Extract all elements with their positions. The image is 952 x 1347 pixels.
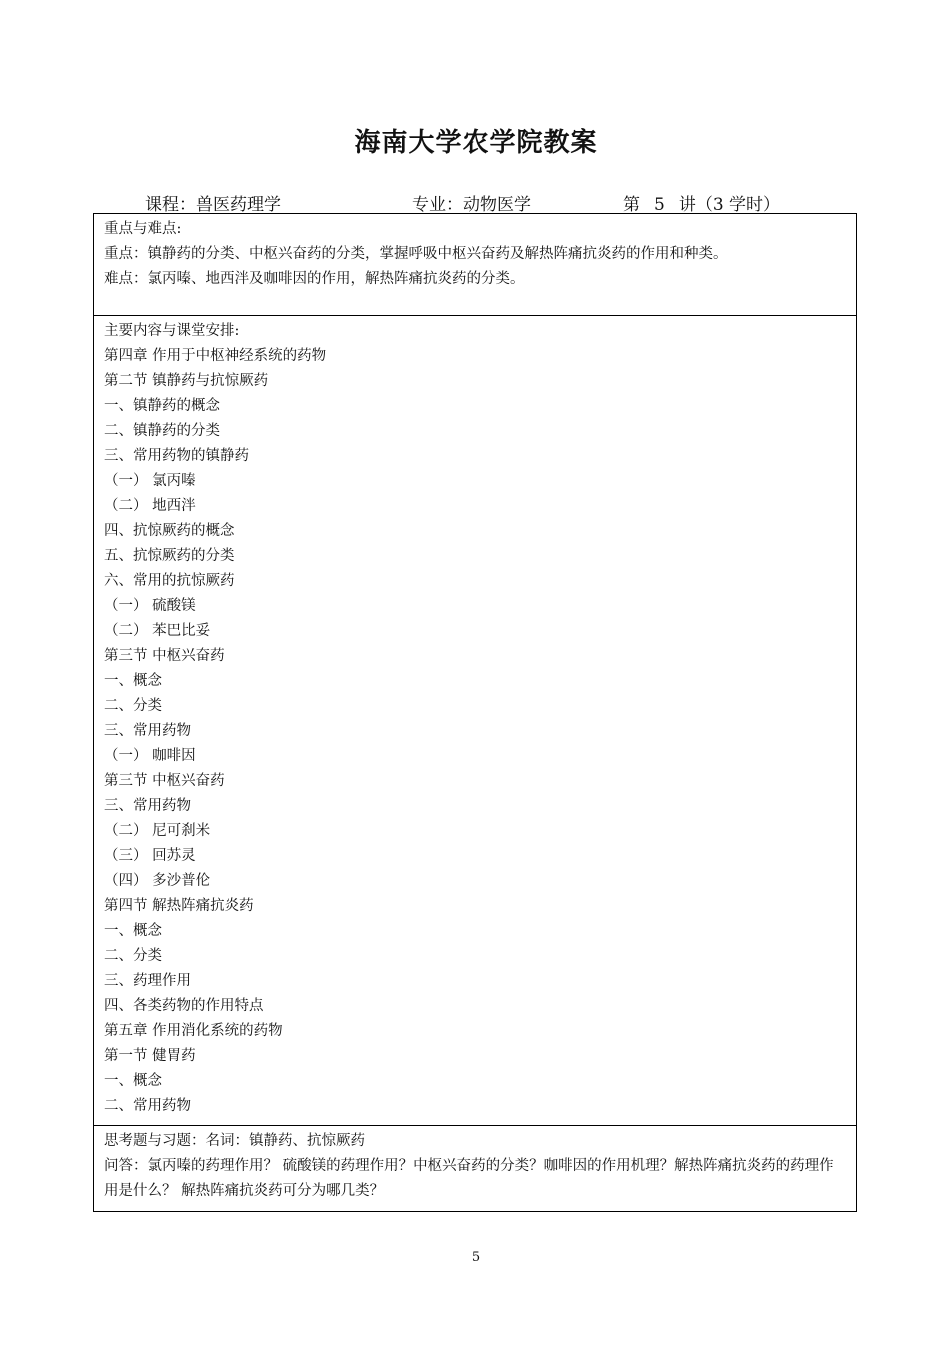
content-line: 二、常用药物 (104, 1098, 191, 1114)
content-line: 一、镇静药的概念 (104, 398, 220, 414)
course-label: 课程：兽医药理学 (145, 195, 281, 215)
content-line: 第三节 中枢兴奋药 (104, 648, 225, 664)
content-line: 五、抗惊厥药的分类 (104, 548, 235, 564)
key-points: 重点：镇静药的分类、中枢兴奋药的分类，掌握呼吸中枢兴奋药及解热阵痛抗炎药的作用和种类。 (104, 246, 728, 262)
content-line: 四、各类药物的作用特点 (104, 998, 264, 1014)
lecture-suffix: 讲（3 学时） (678, 195, 781, 215)
content-line: 三、常用药物 (104, 723, 191, 739)
lecture-label (623, 190, 780, 215)
content-line: （二） 苯巴比妥 (104, 623, 211, 639)
content-line: 二、分类 (104, 948, 162, 964)
content-line: 一、概念 (104, 1073, 162, 1089)
content-line: （一） 硫酸镁 (104, 598, 196, 614)
content-heading: 主要内容与课堂安排: (104, 323, 240, 339)
lecture-prefix: 第 (623, 195, 640, 215)
content-line: （一） 氯丙嗪 (104, 473, 196, 489)
content-line: 第二节 镇静药与抗惊厥药 (104, 373, 269, 389)
focus-section (94, 214, 856, 315)
content-line: 三、常用药物 (104, 798, 191, 814)
content-line: （二） 尼可刹米 (104, 823, 211, 839)
exercise-questions: 问答：氯丙嗪的药理作用？ 硫酸镁的药理作用？中枢兴奋药的分类？咖啡因的作用机理？解热阵痛抗炎药的药理作用是什么？ 解热阵痛抗炎药可分为哪几类？ (104, 1158, 834, 1199)
content-line: （一） 咖啡因 (104, 748, 196, 764)
content-line: 二、分类 (104, 698, 162, 714)
content-line: 一、概念 (104, 923, 162, 939)
content-line: 三、药理作用 (104, 973, 191, 989)
major-label: 专业：动物医学 (412, 195, 531, 215)
content-line: 六、常用的抗惊厥药 (104, 573, 235, 589)
content-line: 第四节 解热阵痛抗炎药 (104, 898, 254, 914)
content-line: （三） 回苏灵 (104, 848, 196, 864)
content-line: 第四章 作用于中枢神经系统的药物 (104, 348, 327, 364)
content-line: 第一节 健胃药 (104, 1048, 196, 1064)
focus-heading: 重点与难点: (104, 221, 182, 237)
exercise-heading: 思考题与习题：名词：镇静药、抗惊厥药 (104, 1133, 365, 1149)
content-line: 三、常用药物的镇静药 (104, 448, 249, 464)
exercise-section (94, 1125, 856, 1211)
lesson-plan-table (93, 213, 857, 1212)
difficulties: 难点：氯丙嗪、地西泮及咖啡因的作用，解热阵痛抗炎药的分类。 (104, 271, 525, 287)
content-line: 一、概念 (104, 673, 162, 689)
lecture-number: 5 (654, 195, 665, 215)
content-line: 第五章 作用消化系统的药物 (104, 1023, 283, 1039)
content-line: 二、镇静药的分类 (104, 423, 220, 439)
page-title: 海南大学农学院教案 (354, 128, 598, 158)
content-line: （四） 多沙普伦 (104, 873, 211, 889)
content-line: 四、抗惊厥药的概念 (104, 523, 235, 539)
content-line: （二） 地西泮 (104, 498, 196, 514)
content-line: 第三节 中枢兴奋药 (104, 773, 225, 789)
page-number: 5 (471, 1250, 481, 1265)
content-section (94, 315, 856, 1125)
